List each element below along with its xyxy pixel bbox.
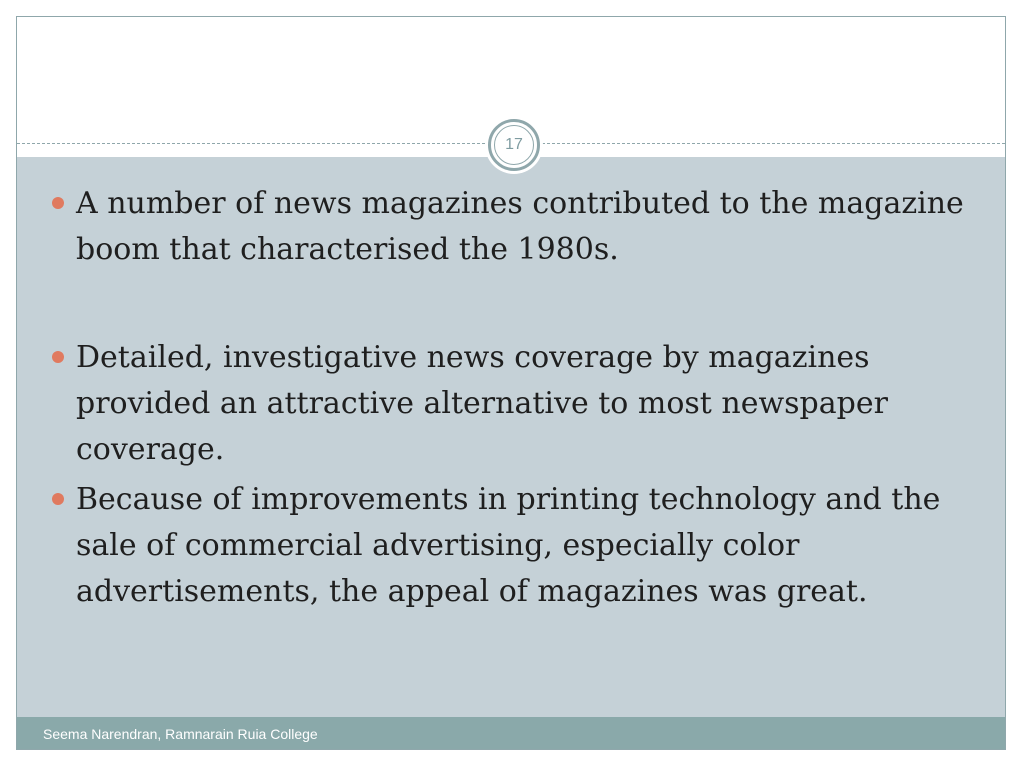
bullet-text: Because of improvements in printing technology and the sale of commercial advertising, especially color advertisements, the appeal of magazines was great. xyxy=(76,482,941,609)
bullet-dot-icon xyxy=(52,351,64,363)
bullet-item xyxy=(47,477,987,615)
bullet-dot-icon xyxy=(52,197,64,209)
bullet-dot-icon xyxy=(52,493,64,505)
footer-bar xyxy=(17,717,1005,750)
page-number: 17 xyxy=(494,125,534,165)
page-number-badge xyxy=(488,119,540,171)
bullet-text: Detailed, investigative news coverage by magazines provided an attractive alternative to most newspaper coverage. xyxy=(76,340,888,467)
bullet-list xyxy=(47,181,987,615)
bullet-item xyxy=(47,335,987,473)
bullet-text: A number of news magazines contributed to the magazine boom that characterised the 1980s. xyxy=(76,186,964,267)
slide xyxy=(16,16,1006,750)
footer-text: Seema Narendran, Ramnarain Ruia College xyxy=(43,726,318,742)
bullet-item xyxy=(47,181,987,273)
